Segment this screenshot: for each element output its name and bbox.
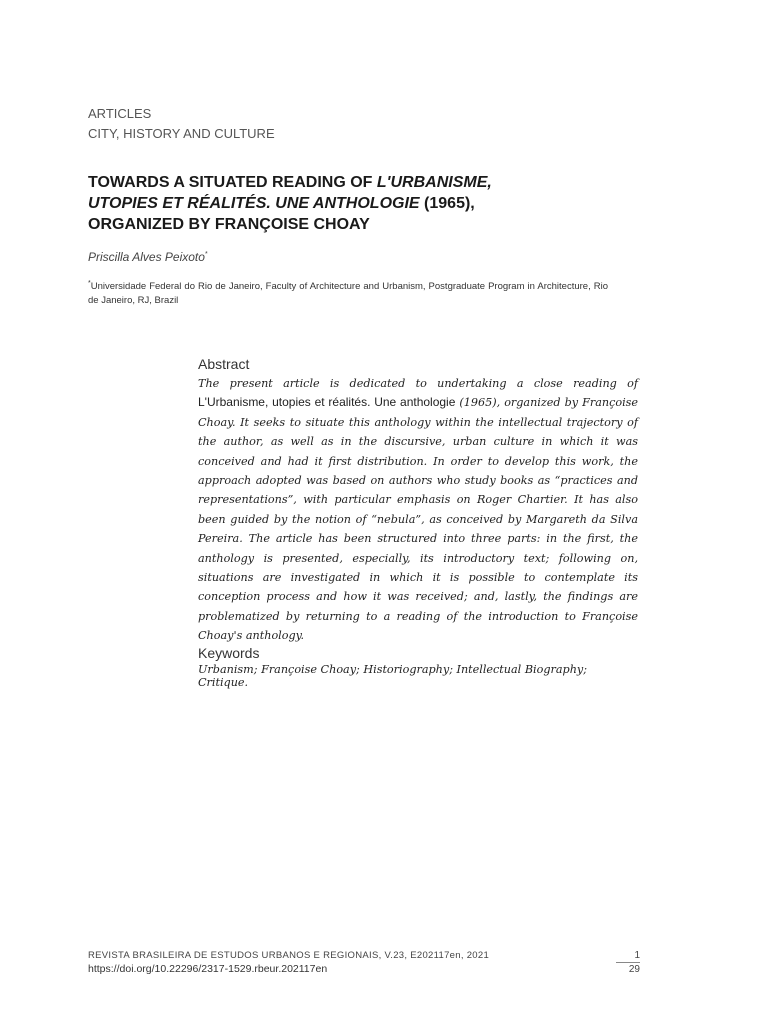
page-number — [616, 950, 640, 975]
section-labels — [88, 104, 275, 144]
title-part-3: UTOPIES ET RÉALITÉS. UNE ANTHOLOGIE — [88, 195, 420, 212]
author-name: Priscilla Alves Peixoto — [88, 250, 205, 264]
abstract-segment-1: The present article is dedicated to undertaking a close reading of — [198, 377, 638, 390]
affiliation-text: Universidade Federal do Rio de Janeiro, Faculty of Architecture and Urbanism, Postgraduate Program in Architecture, Rio de Janeiro, RJ, Brazil — [88, 281, 608, 307]
journal-citation: REVISTA BRASILEIRA DE ESTUDOS URBANOS E REGIONAIS, V.23, E202117en, 2021 — [88, 950, 490, 961]
title-part-2: L'URBANISME, — [376, 174, 492, 191]
author-marker: * — [204, 251, 208, 258]
section-label-category: CITY, HISTORY AND CULTURE — [88, 126, 275, 141]
section-label-articles: ARTICLES — [88, 106, 152, 121]
affiliation-marker: * — [88, 280, 91, 287]
title-part-4: (1965), — [419, 195, 475, 212]
page-current: 1 — [616, 950, 640, 963]
abstract-section — [198, 356, 638, 646]
title-part-5: ORGANIZED BY FRANÇOISE CHOAY — [88, 216, 370, 233]
doi-link[interactable]: https://doi.org/10.22296/2317-1529.rbeur.202117en — [88, 963, 328, 975]
keywords-list: Urbanism; Françoise Choay; Historiography; Intellectual Biography; Critique. — [198, 663, 587, 689]
abstract-segment-3: (1965), organized by Françoise Choay. It seeks to situate this anthology within the intellectual trajectory of the author, as well as in the discursive, urban culture in which it was conceived and had it first distribution. In order to develop this work, the approach adopted was based on authors who study books as “practices and representations”, with particular emphasis on Roger Chartier. It has also been guided by the notion of “nebula”, as conceived by Margareth da Silva Pereira. The article has been structured into three parts: in the first, the anthology is presented, especially, its introductory text; following on, situations are investigated in which it is possible to contemplate its conception process and how it was received; and, lastly, the findings are problematized by returning to a reading of the introduction to Françoise Choay's anthology. — [198, 396, 639, 643]
keywords-section — [198, 645, 638, 689]
abstract-heading: Abstract — [198, 356, 250, 372]
page-footer — [88, 950, 640, 975]
affiliation — [88, 277, 608, 308]
abstract-book-title: L'Urbanisme, utopies et réalités. Une anthologie — [198, 395, 456, 410]
author-line — [88, 250, 208, 264]
abstract-body — [198, 374, 638, 646]
title-part-1: TOWARDS A SITUATED READING OF — [88, 174, 377, 191]
keywords-heading: Keywords — [198, 645, 260, 661]
article-title — [88, 172, 558, 235]
page-total: 29 — [628, 964, 640, 975]
